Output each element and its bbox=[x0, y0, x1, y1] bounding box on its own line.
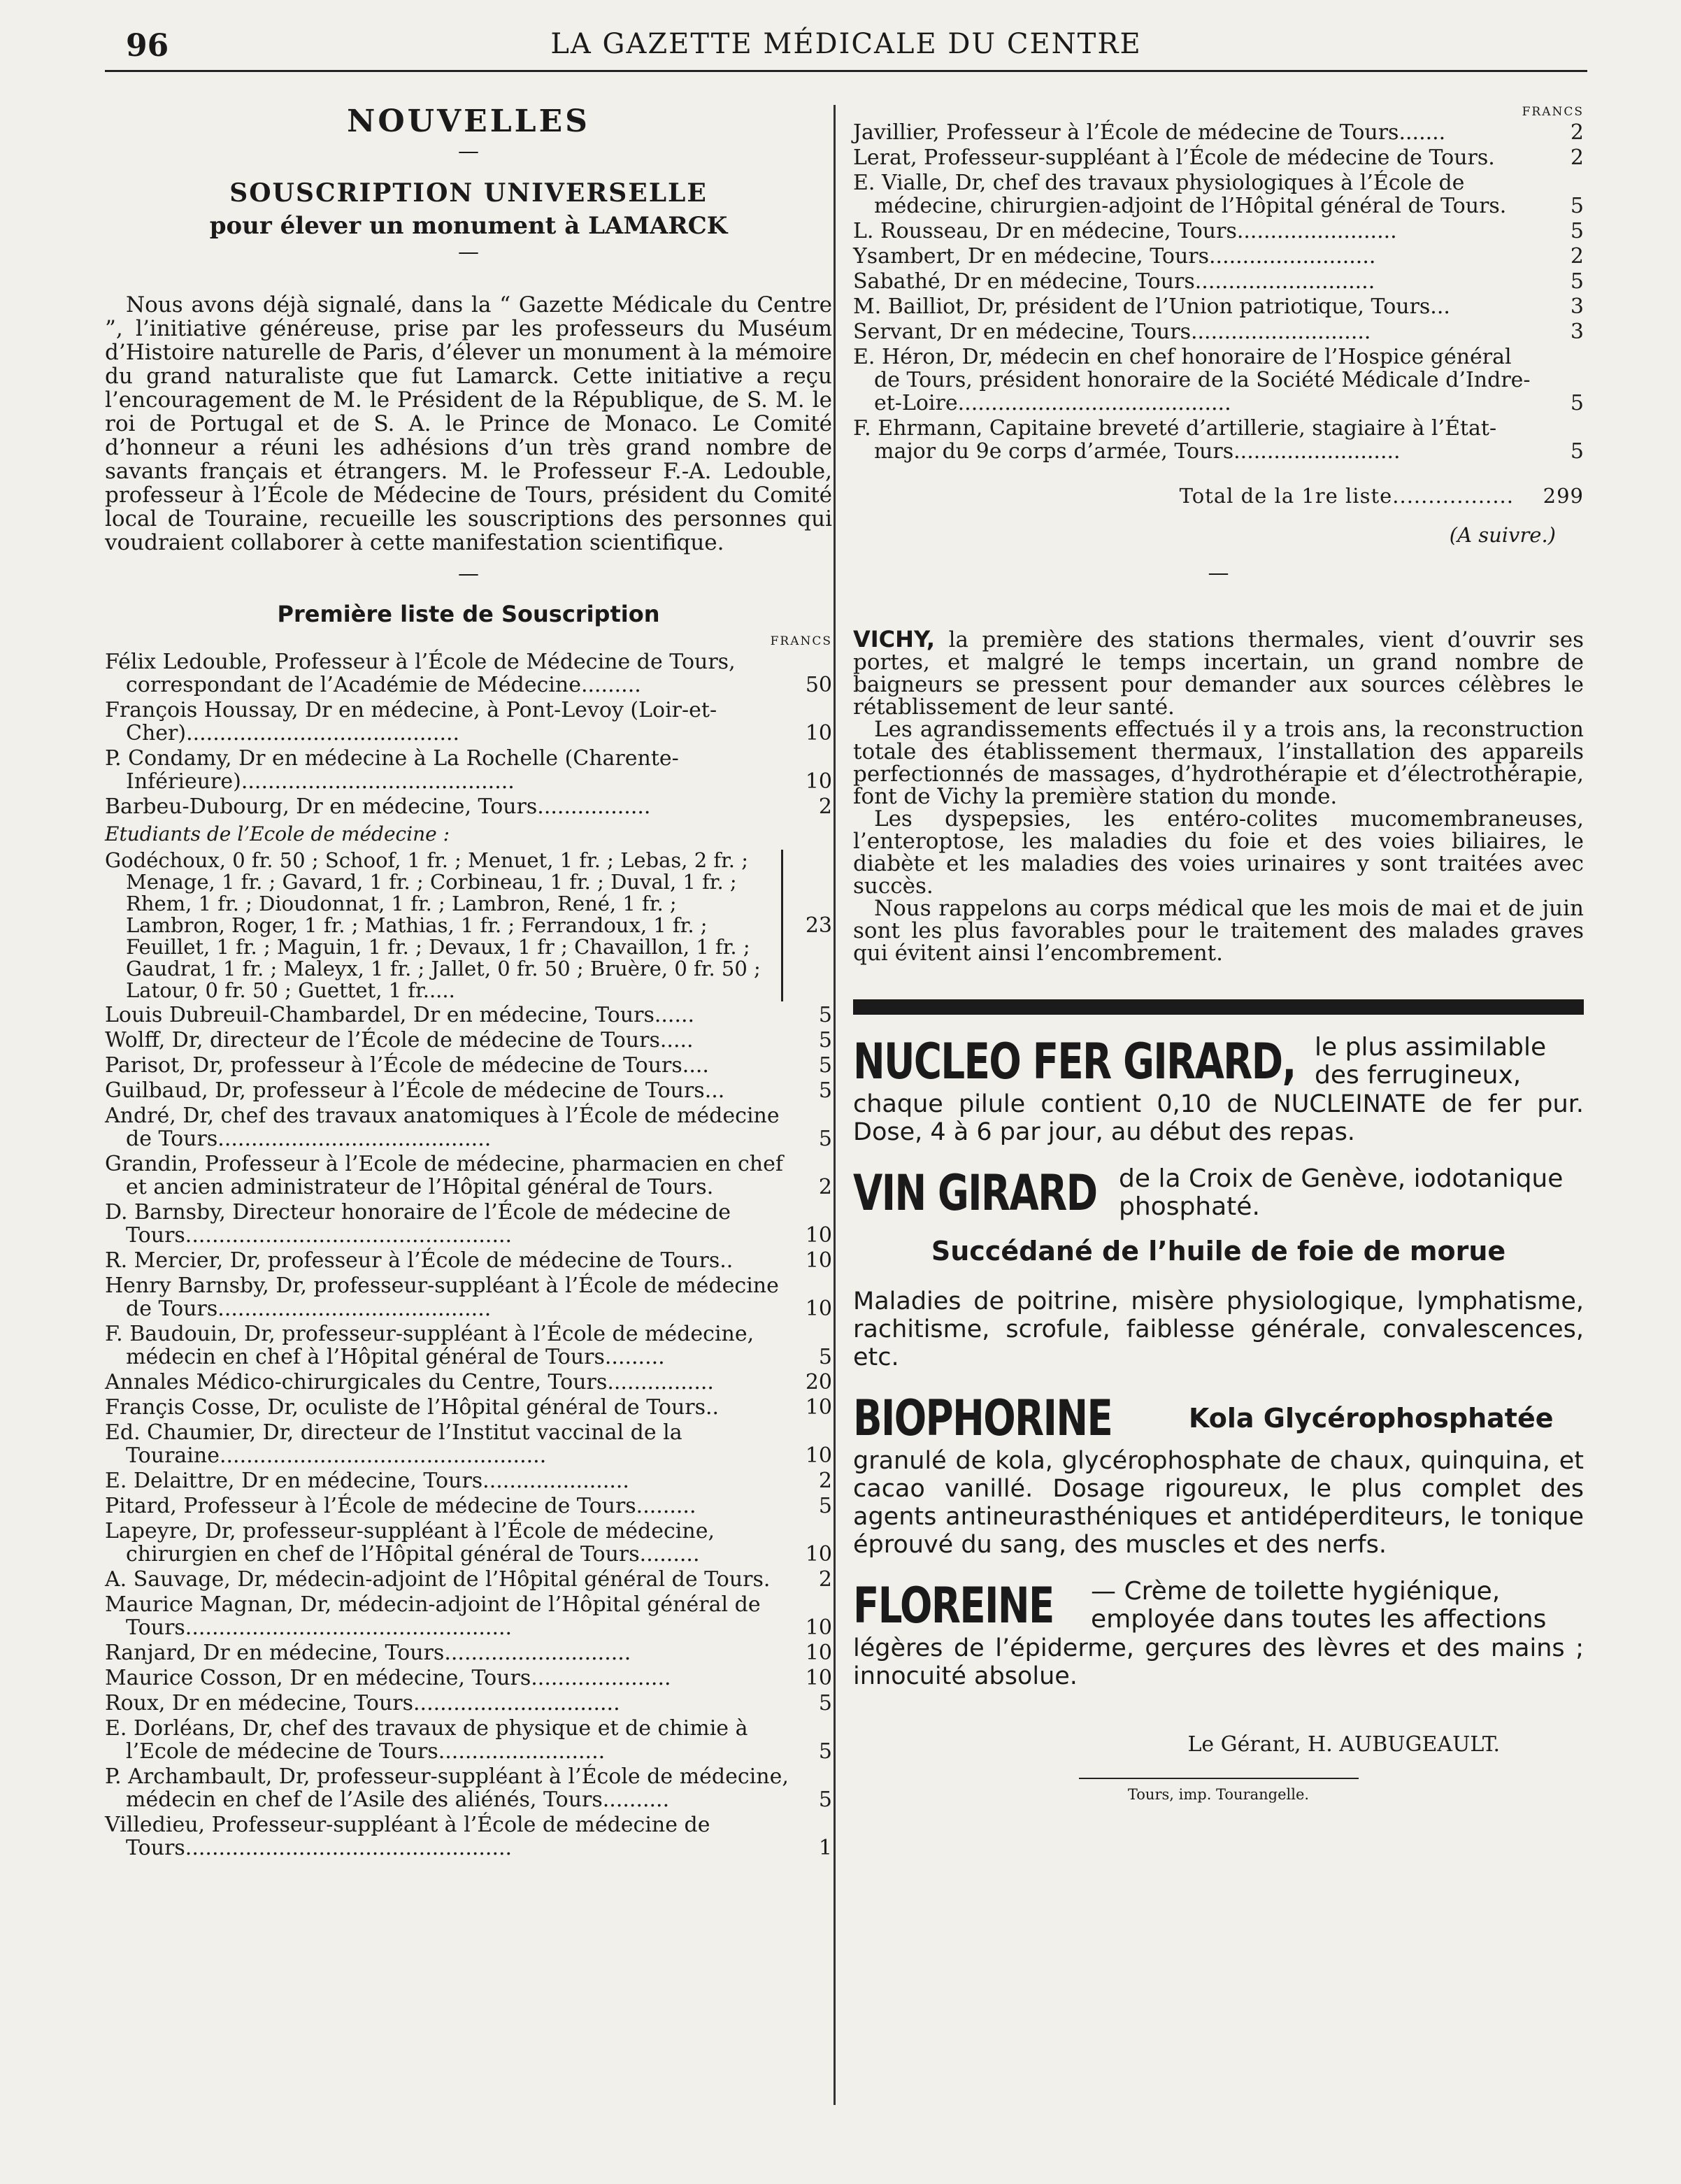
subscriber-name: Javillier, Professeur à l’École de médecine de Tours....... bbox=[853, 120, 1446, 145]
subscriber-amount: 10 bbox=[805, 721, 832, 745]
vin-brand: VIN GIRARD bbox=[853, 1164, 1097, 1222]
vichy-notice bbox=[853, 628, 1584, 964]
subscriber-amount: 2 bbox=[818, 1175, 832, 1199]
advert-vin bbox=[853, 1164, 1584, 1371]
subscriber-row bbox=[853, 171, 1584, 217]
subscriber-name: Maurice Cosson, Dr en médecine, Tours..................... bbox=[105, 1666, 671, 1690]
subscriber-amount: 10 bbox=[805, 1542, 832, 1566]
subscriber-amount: 5 bbox=[818, 1691, 832, 1715]
subscriber-name: P. Condamy, Dr en médecine à La Rochelle (Charente-Inférieure)......................................... bbox=[105, 746, 679, 794]
subscriber-list-right bbox=[853, 121, 1584, 463]
subscriber-row bbox=[853, 245, 1584, 268]
subscriber-row bbox=[105, 1201, 832, 1247]
page-header bbox=[105, 20, 1587, 76]
subscriber-row bbox=[105, 795, 832, 818]
subscriber-row bbox=[105, 1396, 832, 1419]
subscriber-row bbox=[105, 1371, 832, 1394]
subscriber-amount: 5 bbox=[818, 1345, 832, 1369]
subscriber-row bbox=[105, 1765, 832, 1811]
subscriber-row bbox=[105, 1593, 832, 1639]
page-number: 96 bbox=[126, 28, 169, 64]
subscriber-amount: 10 bbox=[805, 1641, 832, 1665]
subscriber-row bbox=[853, 345, 1584, 415]
subscriber-name: Guilbaud, Dr, professeur à l’École de médecine de Tours... bbox=[105, 1078, 725, 1103]
subscriber-row bbox=[105, 1494, 832, 1518]
subscriber-row bbox=[853, 295, 1584, 318]
subscriber-name: M. Bailliot, Dr, président de l’Union patriotique, Tours... bbox=[853, 294, 1450, 319]
dash-divider: — bbox=[458, 139, 479, 164]
vin-center-line: Succédané de l’huile de foie de morue bbox=[931, 1236, 1506, 1266]
subscriber-amount: 3 bbox=[1570, 294, 1584, 319]
subscriber-row bbox=[105, 1469, 832, 1492]
floreine-brand: FLOREINE bbox=[853, 1577, 1054, 1634]
subscriber-row bbox=[105, 1568, 832, 1591]
dash-divider: — bbox=[1208, 561, 1229, 585]
subscriber-row bbox=[105, 1692, 832, 1715]
total-row bbox=[853, 484, 1584, 508]
subscriber-row bbox=[853, 270, 1584, 293]
subscriber-list-a bbox=[105, 650, 832, 818]
subscriber-name: Lerat, Professeur-suppléant à l’École de médecine de Tours. bbox=[853, 145, 1495, 170]
imprint-rule bbox=[1079, 1778, 1359, 1779]
francs-column-header: FRANCS bbox=[1522, 105, 1584, 119]
subscriber-name: Ysambert, Dr en médecine, Tours......................... bbox=[853, 244, 1376, 269]
advert-biophorine bbox=[853, 1390, 1584, 1559]
subscriber-amount: 5 bbox=[1570, 269, 1584, 294]
total-amount: 299 bbox=[1543, 484, 1584, 508]
subscriber-name: Villedieu, Professeur-suppléant à l’École de médecine de Tours................................................. bbox=[105, 1813, 710, 1860]
subscriber-amount: 10 bbox=[805, 1297, 832, 1321]
advert-nucleo bbox=[853, 1033, 1584, 1146]
subscriber-name: Wolff, Dr, directeur de l’École de médecine de Tours..... bbox=[105, 1028, 694, 1052]
biophorine-brand: BIOPHORINE bbox=[853, 1390, 1113, 1447]
biophorine-body: granulé de kola, glycérophosphate de chaux, quinquina, et cacao vanillé. Dosage rigoureux, le plus complet des agents antineurasthéniques et antidéperditeurs, le tonique éprouvé du sang, des muscles et des nerfs. bbox=[853, 1447, 1584, 1559]
subscriber-name: Henry Barnsby, Dr, professeur-suppléant à l’École de médecine de Tours......................................... bbox=[105, 1273, 779, 1321]
section-title: NOUVELLES bbox=[347, 104, 590, 139]
subscriber-name: R. Mercier, Dr, professeur à l’École de médecine de Tours.. bbox=[105, 1248, 734, 1273]
subscriber-row bbox=[105, 1054, 832, 1077]
subscriber-amount: 5 bbox=[1570, 439, 1584, 464]
subscriber-row bbox=[105, 1004, 832, 1027]
subscriber-row bbox=[853, 320, 1584, 343]
subscriber-name: F. Baudouin, Dr, professeur-suppléant à l’École de médecine, médecin en chef à l’Hôpital général de Tours......... bbox=[105, 1322, 754, 1369]
nucleo-tagline: le plus assimilable des ferrugineux, bbox=[1315, 1033, 1547, 1090]
subscriber-name: Sabathé, Dr en médecine, Tours........................... bbox=[853, 269, 1375, 294]
subscription-subtitle: pour élever un monument à LAMARCK bbox=[209, 212, 728, 240]
subscriber-name: Maurice Magnan, Dr, médecin-adjoint de l’Hôpital général de Tours................................................. bbox=[105, 1592, 761, 1640]
subscriber-name: E. Héron, Dr, médecin en chef honoraire de l’Hospice général de Tours, président honoraire de la Société Médicale d’Indre-et-Loire......................................... bbox=[853, 345, 1531, 415]
header-rule bbox=[105, 70, 1587, 72]
subscriber-amount: 10 bbox=[805, 769, 832, 794]
vichy-paragraph-1: la première des stations thermales, vient d’ouvrir ses portes, et malgré le temps incertain, un grand nombre de baigneurs se pressent pour demander aux sources célèbres le rétablissement de leur santé. bbox=[853, 627, 1584, 720]
subscriber-name: André, Dr, chef des travaux anatomiques à l’École de médecine de Tours......................................... bbox=[105, 1104, 780, 1151]
subscriber-amount: 5 bbox=[818, 1127, 832, 1151]
subscriber-row bbox=[105, 650, 832, 697]
vichy-paragraph-3: Les dyspepsies, les entéro-colites mucomembraneuses, l’enteroptose, les maladies du foie et des voies biliaires, le diabète et les maladies des voies urinaires y sont traitées avec succès. bbox=[853, 806, 1584, 899]
subscriber-name: Barbeu-Dubourg, Dr en médecine, Tours................. bbox=[105, 794, 651, 819]
right-column bbox=[853, 98, 1584, 1803]
subscriber-name: Parisot, Dr, professeur à l’École de médecine de Tours.... bbox=[105, 1053, 709, 1078]
subscriber-row bbox=[105, 1520, 832, 1566]
vichy-paragraph-4: Nous rappelons au corps médical que les mois de mai et de juin sont les plus favorables pour le traitement des malades graves qui évitent ainsi l’encombrement. bbox=[853, 896, 1584, 966]
subscriber-amount: 5 bbox=[1570, 194, 1584, 218]
advert-bar bbox=[853, 999, 1584, 1015]
subscriber-amount: 1 bbox=[818, 1836, 832, 1860]
vichy-paragraph-2: Les agrandissements effectués il y a trois ans, la reconstruction totale des établissement thermaux, l’installation des appareils perfectionnés de massages, d’hydrothérapie et d’électrothérapie, font de Vichy la première station du monde. bbox=[853, 717, 1584, 809]
subscriber-name: Félix Ledouble, Professeur à l’École de Médecine de Tours, correspondant de l’Académie de Médecine......... bbox=[105, 650, 736, 697]
subscriber-amount: 5 bbox=[818, 1494, 832, 1518]
students-row bbox=[105, 850, 832, 1001]
subscriber-amount: 2 bbox=[1570, 145, 1584, 170]
subscriber-name: Roux, Dr en médecine, Tours............................... bbox=[105, 1691, 620, 1715]
floreine-tagline: — Crème de toilette hygiénique, employée dans toutes les affections bbox=[1091, 1577, 1547, 1634]
dash-divider: — bbox=[458, 562, 479, 586]
subscriber-name: Grandin, Professeur à l’Ecole de médecine, pharmacien en chef et ancien administrateur de l’Hôpital général de Tours. bbox=[105, 1152, 783, 1199]
subscriber-name: Ranjard, Dr en médecine, Tours............................ bbox=[105, 1641, 631, 1665]
gerant-signature: Le Gérant, H. AUBUGEAULT. bbox=[1187, 1732, 1500, 1757]
subscriber-amount: 2 bbox=[1570, 244, 1584, 269]
column-divider bbox=[834, 105, 836, 2105]
subscriber-name: Servant, Dr en médecine, Tours........................... bbox=[853, 320, 1371, 344]
nucleo-brand: NUCLEO FER GIRARD, bbox=[853, 1033, 1296, 1090]
subscriber-name: Pitard, Professeur à l’École de médecine de Tours......... bbox=[105, 1494, 696, 1518]
subscriber-amount: 5 bbox=[818, 1053, 832, 1078]
subscriber-row bbox=[105, 1029, 832, 1052]
vichy-lead: VICHY, bbox=[853, 626, 935, 652]
total-label: Total de la 1re liste................. bbox=[1179, 484, 1514, 508]
subscriber-row bbox=[105, 1274, 832, 1320]
subscriber-amount: 5 bbox=[818, 1739, 832, 1764]
subscriber-amount: 10 bbox=[805, 1248, 832, 1273]
subscriber-amount: 10 bbox=[805, 1615, 832, 1640]
students-names: Godéchoux, 0 fr. 50 ; Schoof, 1 fr. ; Menuet, 1 fr. ; Lebas, 2 fr. ; Menage, 1 fr. ; Gavard, 1 fr. ; Corbineau, 1 fr. ; Duval, 1 fr. ; Rhem, 1 fr. ; Dioudonnat, 1 fr. ; Lambron, René, 1 fr. ; Lambron, Roger, 1 fr. ; Mathias, 1 fr. ; Ferrandoux, 1 fr. ; Feuillet, 1 fr. ; Maguin, 1 fr. ; Devaux, 1 fr ; Chavaillon, 1 fr. ; Gaudrat, 1 fr. ; Maleyx, 1 fr. ; Jallet, 0 fr. 50 ; Bruère, 0 fr. 50 ; Latour, 0 fr. 50 ; Guettet, 1 fr..... bbox=[105, 850, 783, 1001]
students-label: Etudiants de l’Ecole de médecine : bbox=[105, 822, 450, 845]
floreine-body: légères de l’épiderme, gerçures des lèvres et des mains ; innocuité absolue. bbox=[853, 1634, 1584, 1690]
subscriber-amount: 5 bbox=[818, 1003, 832, 1027]
subscriber-amount: 5 bbox=[818, 1787, 832, 1812]
subscriber-row bbox=[105, 699, 832, 745]
nucleo-body: chaque pilule contient 0,10 de NUCLEINATE de fer pur. Dose, 4 à 6 par jour, au début des repas. bbox=[853, 1090, 1584, 1146]
advert-floreine bbox=[853, 1577, 1584, 1690]
subscriber-amount: 2 bbox=[818, 794, 832, 819]
subscriber-name: Louis Dubreuil-Chambardel, Dr en médecine, Tours...... bbox=[105, 1003, 695, 1027]
subscriber-amount: 50 bbox=[805, 673, 832, 697]
subscriber-name: P. Archambault, Dr, professeur-suppléant à l’École de médecine, médecin en chef de l’Asile des aliénés, Tours.......... bbox=[105, 1764, 789, 1812]
subscriber-name: F. Ehrmann, Capitaine breveté d’artillerie, stagiaire à l’État-major du 9e corps d’armée, Tours......................... bbox=[853, 416, 1497, 464]
vin-body: Maladies de poitrine, misère physiologique, lymphatisme, rachitisme, scrofule, faiblesse générale, convalescences, etc. bbox=[853, 1287, 1584, 1371]
subscriber-row bbox=[853, 121, 1584, 144]
students-amount: 23 bbox=[805, 913, 832, 938]
subscriber-name: Lapeyre, Dr, professeur-suppléant à l’École de médecine, chirurgien en chef de l’Hôpital général de Tours......... bbox=[105, 1519, 715, 1566]
subscriber-name: Annales Médico-chirurgicales du Centre, Tours................ bbox=[105, 1370, 714, 1394]
left-column bbox=[105, 98, 832, 1862]
subscriber-row bbox=[105, 1079, 832, 1102]
subscriber-name: D. Barnsby, Directeur honoraire de l’École de médecine de Tours................................................. bbox=[105, 1200, 731, 1248]
subscriber-amount: 10 bbox=[805, 1223, 832, 1248]
subscriber-row bbox=[105, 1717, 832, 1763]
subscriber-row bbox=[105, 1421, 832, 1467]
to-be-continued: (A suivre.) bbox=[1449, 523, 1556, 547]
vin-tagline: de la Croix de Genève, iodotanique phosphaté. bbox=[1119, 1164, 1564, 1221]
subscriber-name: E. Delaittre, Dr en médecine, Tours...................... bbox=[105, 1469, 629, 1493]
dash-divider: — bbox=[458, 240, 479, 264]
subscriber-amount: 2 bbox=[1570, 120, 1584, 145]
subscriber-row bbox=[105, 1152, 832, 1199]
subscriber-amount: 3 bbox=[1570, 320, 1584, 344]
biophorine-tagline: Kola Glycérophosphatée bbox=[1189, 1403, 1554, 1434]
list-title: Première liste de Souscription bbox=[277, 601, 660, 627]
subscriber-amount: 5 bbox=[1570, 391, 1584, 415]
subscriber-amount: 5 bbox=[818, 1078, 832, 1103]
subscriber-name: E. Vialle, Dr, chef des travaux physiologiques à l’École de médecine, chirurgien-adjoint de l’Hôpital général de Tours. bbox=[853, 171, 1507, 218]
subscription-title: SOUSCRIPTION UNIVERSELLE bbox=[229, 178, 708, 208]
subscriber-row bbox=[105, 1641, 832, 1664]
subscriber-amount: 20 bbox=[805, 1370, 832, 1394]
subscriber-name: François Houssay, Dr en médecine, à Pont-Levoy (Loir-et-Cher)......................................... bbox=[105, 698, 717, 745]
printer-imprint: Tours, imp. Tourangelle. bbox=[1127, 1786, 1310, 1803]
subscriber-row bbox=[105, 1104, 832, 1150]
subscriber-amount: 10 bbox=[805, 1666, 832, 1690]
subscriber-row bbox=[853, 417, 1584, 463]
running-title: LA GAZETTE MÉDICALE DU CENTRE bbox=[550, 28, 1142, 60]
subscriber-amount: 5 bbox=[1570, 219, 1584, 243]
subscriber-row bbox=[105, 1249, 832, 1272]
subscriber-name: L. Rousseau, Dr en médecine, Tours........................ bbox=[853, 219, 1397, 243]
subscriber-name: Ed. Chaumier, Dr, directeur de l’Institut vaccinal de la Touraine................................................. bbox=[105, 1420, 682, 1468]
subscriber-row bbox=[105, 1322, 832, 1369]
subscriber-row bbox=[105, 1666, 832, 1690]
subscriber-row bbox=[105, 1813, 832, 1860]
subscriber-row bbox=[853, 146, 1584, 169]
subscriber-amount: 10 bbox=[805, 1395, 832, 1420]
subscriber-amount: 10 bbox=[805, 1443, 832, 1468]
subscriber-amount: 5 bbox=[818, 1028, 832, 1052]
subscriber-name: E. Dorléans, Dr, chef des travaux de physique et de chimie à l’Ecole de médecine de Tours......................... bbox=[105, 1716, 748, 1764]
subscriber-amount: 2 bbox=[818, 1469, 832, 1493]
subscriber-name: A. Sauvage, Dr, médecin-adjoint de l’Hôpital général de Tours. bbox=[105, 1567, 771, 1592]
subscriber-amount: 2 bbox=[818, 1567, 832, 1592]
intro-paragraph: Nous avons déjà signalé, dans la “ Gazette Médicale du Centre ”, l’initiative généreuse, prise par les professeurs du Muséum d’Histoire naturelle de Paris, d’élever un monument à la mémoire du grand naturaliste que fut Lamarck. Cette initiative a reçu l’encouragement de M. le Président de la République, de S. M. le roi de Portugal et de S. A. le Prince de Monaco. Le Comité d’honneur a réuni les adhésions d’un très grand nombre de savants français et étrangers. M. le Professeur F.-A. Ledouble, professeur à l’École de Médecine de Tours, président du Comité local de Touraine, recueille les souscriptions des personnes qui voudraient collaborer à cette manifestation scientifique. bbox=[105, 292, 832, 555]
subscriber-list-b bbox=[105, 1004, 832, 1860]
subscriber-row bbox=[853, 220, 1584, 243]
subscriber-row bbox=[105, 747, 832, 793]
subscriber-name: Françis Cosse, Dr, oculiste de l’Hôpital général de Tours.. bbox=[105, 1395, 720, 1420]
francs-column-header: FRANCS bbox=[770, 634, 832, 648]
